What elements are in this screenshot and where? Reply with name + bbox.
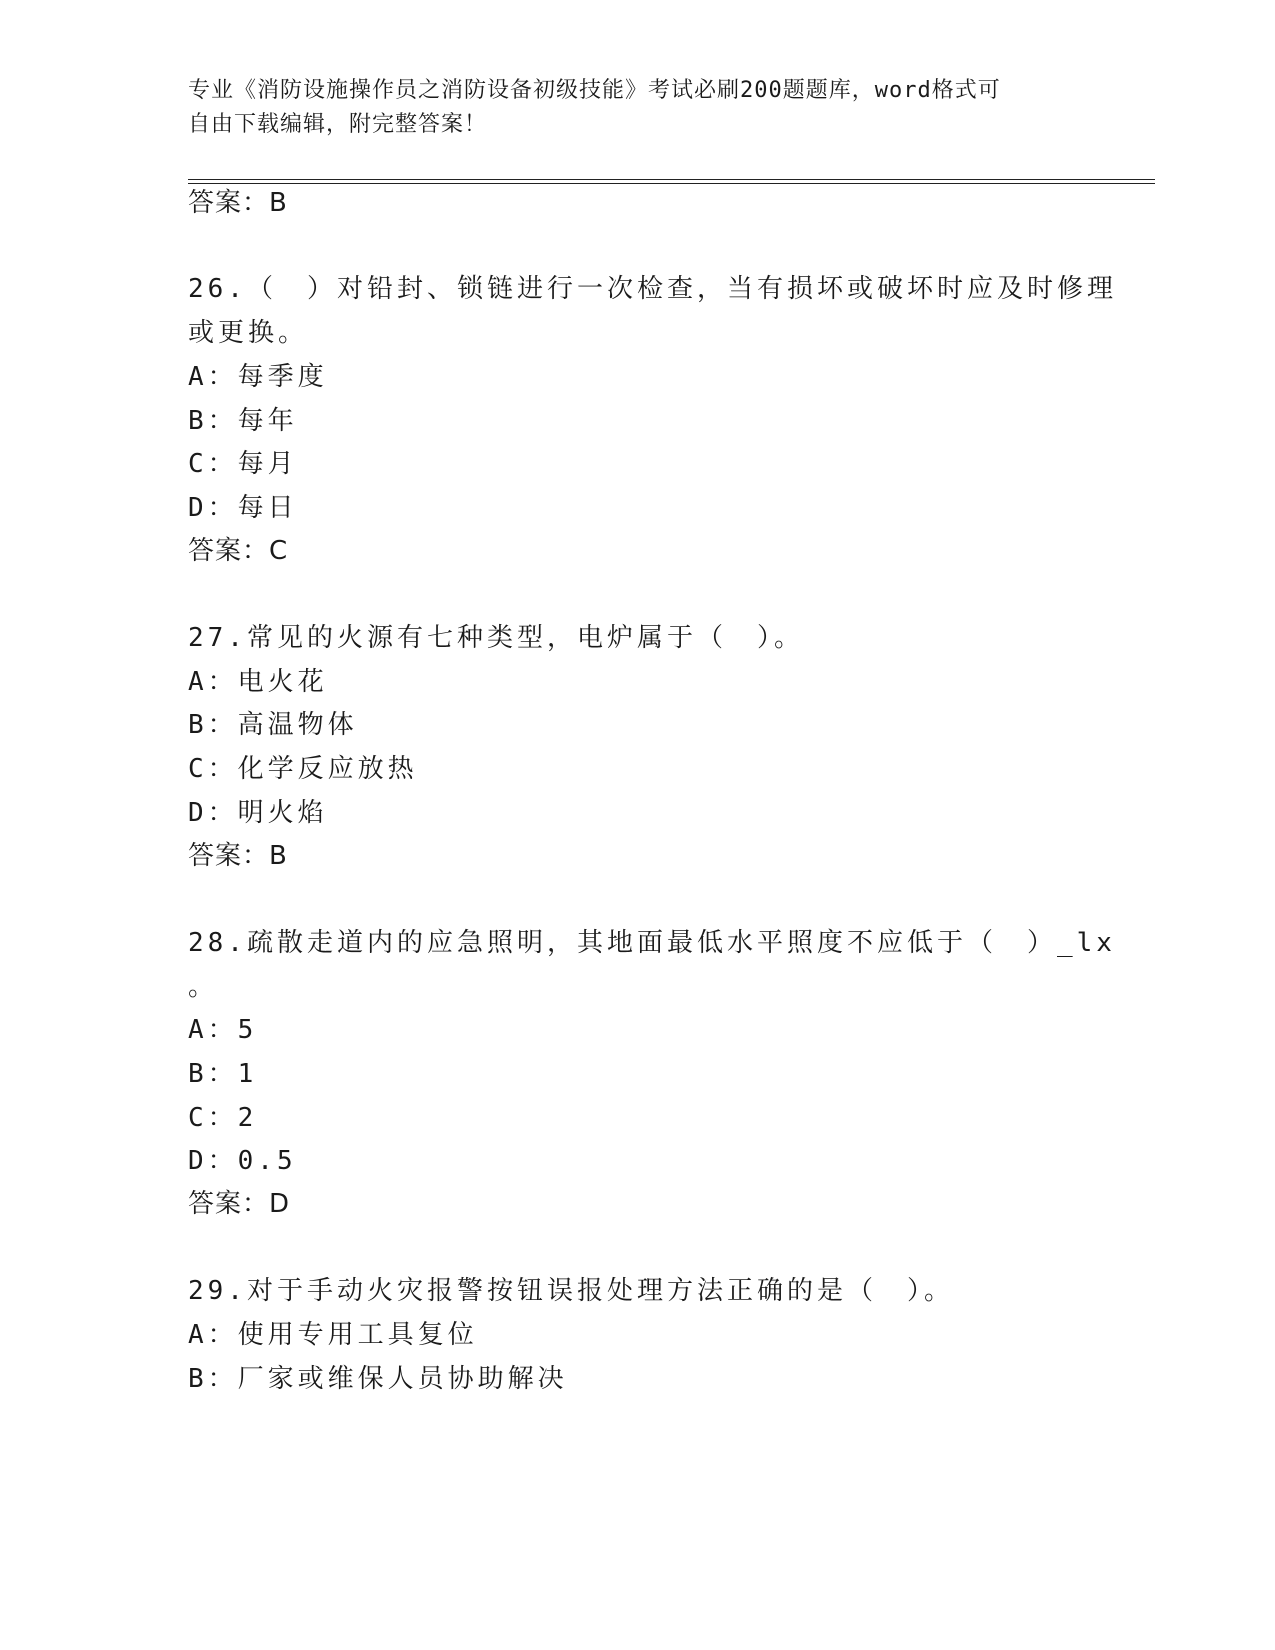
question-28-answer: 答案：D [188,1189,291,1219]
answer-25: 答案：B [188,188,288,218]
question-26-option-b: B：每年 [188,406,298,436]
question-27-answer: 答案：B [188,841,288,871]
question-26-option-a: A：每季度 [188,362,328,392]
question-27-option-c: C：化学反应放热 [188,754,418,784]
question-27-option-b: B：高温物体 [188,710,358,740]
question-26-option-c: C：每月 [188,449,298,479]
question-29-stem-line-1: 29.对于手动火灾报警按钮误报处理方法正确的是（ ）。 [188,1276,954,1306]
question-28-option-a: A：5 [188,1015,258,1045]
question-29-option-b: B：厂家或维保人员协助解决 [188,1364,568,1394]
question-28-option-b: B：1 [188,1059,258,1089]
question-28-stem-line-1: 28.疏散走道内的应急照明，其地面最低水平照度不应低于（ ）_lx [188,928,1116,958]
question-27-option-d: D：明火焰 [188,798,328,828]
question-27-option-a: A：电火花 [188,667,328,697]
question-26-answer: 答案：C [188,536,289,566]
header-divider [188,179,1155,184]
question-26-stem-line-1: 26.（ ）对铅封、锁链进行一次检查，当有损坏或破坏时应及时修理 [188,274,1117,304]
question-28-option-d: D：0.5 [188,1146,297,1176]
question-28-option-c: C：2 [188,1103,258,1133]
header-line-1: 专业《消防设施操作员之消防设备初级技能》考试必刷200题题库，word格式可 [188,78,1001,103]
question-26-option-d: D：每日 [188,493,298,523]
question-28-stem-line-2: 。 [188,972,219,1002]
question-26-stem-line-2: 或更换。 [188,318,309,348]
question-27-stem-line-1: 27.常见的火源有七种类型，电炉属于（ ）。 [188,623,804,653]
header-line-2: 自由下载编辑，附完整答案！ [188,112,488,137]
document-header [188,74,1088,142]
question-29-option-a: A：使用专用工具复位 [188,1320,478,1350]
